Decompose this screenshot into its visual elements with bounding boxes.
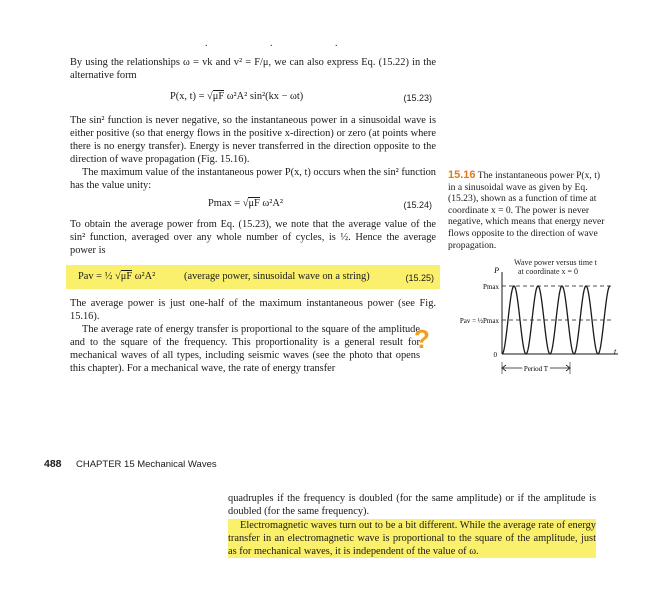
- eq2-radicand: μF: [248, 198, 260, 209]
- power-graph: [440, 262, 620, 382]
- equation-15-25-highlight: Pav = ½ √μF ω²A² (average power, sinusoidal wave on a string) (15.25): [66, 265, 440, 289]
- intro-paragraph: By using the relationships ω = vk and v² = F/μ, we can also express Eq. (15.22) in the alternative form: [70, 57, 436, 81]
- half-paragraph: The average power is just one-half of the maximum instantaneous power (see Fig. 15.16).: [70, 298, 436, 322]
- eq2-rest: ω²A²: [262, 198, 283, 209]
- max-paragraph: The maximum value of the instantaneous power P(x, t) occurs when the sin² function has the value unity:: [70, 167, 437, 191]
- eq3-rest: ω²A²: [134, 271, 156, 282]
- figure-caption-text: The instantaneous power P(x, t) in a sinusoidal wave as given by Eq. (15.23), shown as a function of time at coordinate x = 0. The power is never negative, which means that energy never flows opposite to the direction of wave propagation.: [448, 170, 605, 251]
- figure-title-line2: at coordinate x = 0: [518, 267, 579, 276]
- sin-paragraph: The sin² function is never negative, so the instantaneous power in a sinusoidal wave is either positive (so that energy flows in the positive x-direction) or zero (at points where there is no energy transfer). Energy is never transferred in the direction opposite to the direction of wave propagation (Fig. 15.16).: [70, 115, 436, 165]
- average-paragraph: To obtain the average power from Eq. (15.23), we note that the average value of the sin² function, averaged over any whole number of cycles, is ½. Hence the average power is: [70, 219, 436, 256]
- eq3-description: (average power, sinusoidal wave on a string): [184, 271, 370, 282]
- question-mark-icon: ?: [414, 324, 430, 354]
- electromagnetic-paragraph: Electromagnetic waves turn out to be a bit different. While the average rate of energy transfer in an electromagnetic wave is proportional to the square of the amplitude, just as for mechanical waves, it is independent of the value of ω.: [228, 520, 596, 557]
- axis-t-label: t: [614, 347, 617, 356]
- period-label: Period T: [523, 365, 549, 373]
- figure-title-line1: Wave power versus time t: [514, 258, 597, 267]
- eq2-lhs: Pmax =: [208, 198, 241, 209]
- top-dots: . . .: [205, 38, 368, 49]
- eq1-radicand: μF: [212, 91, 225, 102]
- equation-15-24: Pmax = √μF ω²A² (15.24): [208, 198, 432, 210]
- eq3-radicand: μF: [120, 271, 133, 282]
- eq1-rest: ω²A² sin²(kx − ωt): [226, 91, 304, 102]
- eq1-number: (15.23): [403, 93, 432, 103]
- eq3-number: (15.25): [405, 273, 434, 283]
- eq2-number: (15.24): [403, 200, 432, 210]
- pmax-label: Pmax: [483, 283, 499, 291]
- page2-column: [228, 492, 596, 558]
- figure-number: 15.16: [448, 169, 476, 181]
- pav-label: Pav = ½Pmax: [459, 317, 499, 325]
- eq3-lhs: Pav = ½: [78, 271, 113, 282]
- rate-paragraph: The average rate of energy transfer is proportional to the square of the amplitude and to the square of the frequency. This proportionality is a general result for mechanical waves of all types, including seismic waves (see the photo that opens this chapter). For a mechanical wave, the rate of energy transfer: [70, 324, 420, 374]
- zero-label: 0: [493, 351, 497, 359]
- main-column: [70, 56, 436, 375]
- page-number: 488: [44, 458, 62, 470]
- equation-15-23: P(x, t) = √μF ω²A² sin²(kx − ωt) (15.23): [170, 91, 432, 103]
- eq1-lhs: P(x, t) =: [170, 91, 205, 102]
- chapter-title: CHAPTER 15 Mechanical Waves: [76, 459, 217, 470]
- quadruples-paragraph: quadruples if the frequency is doubled (for the same amplitude) or if the amplitude is doubled (for the same frequency).: [228, 493, 596, 517]
- axis-p-label: P: [494, 266, 499, 275]
- figure-caption: [448, 170, 608, 251]
